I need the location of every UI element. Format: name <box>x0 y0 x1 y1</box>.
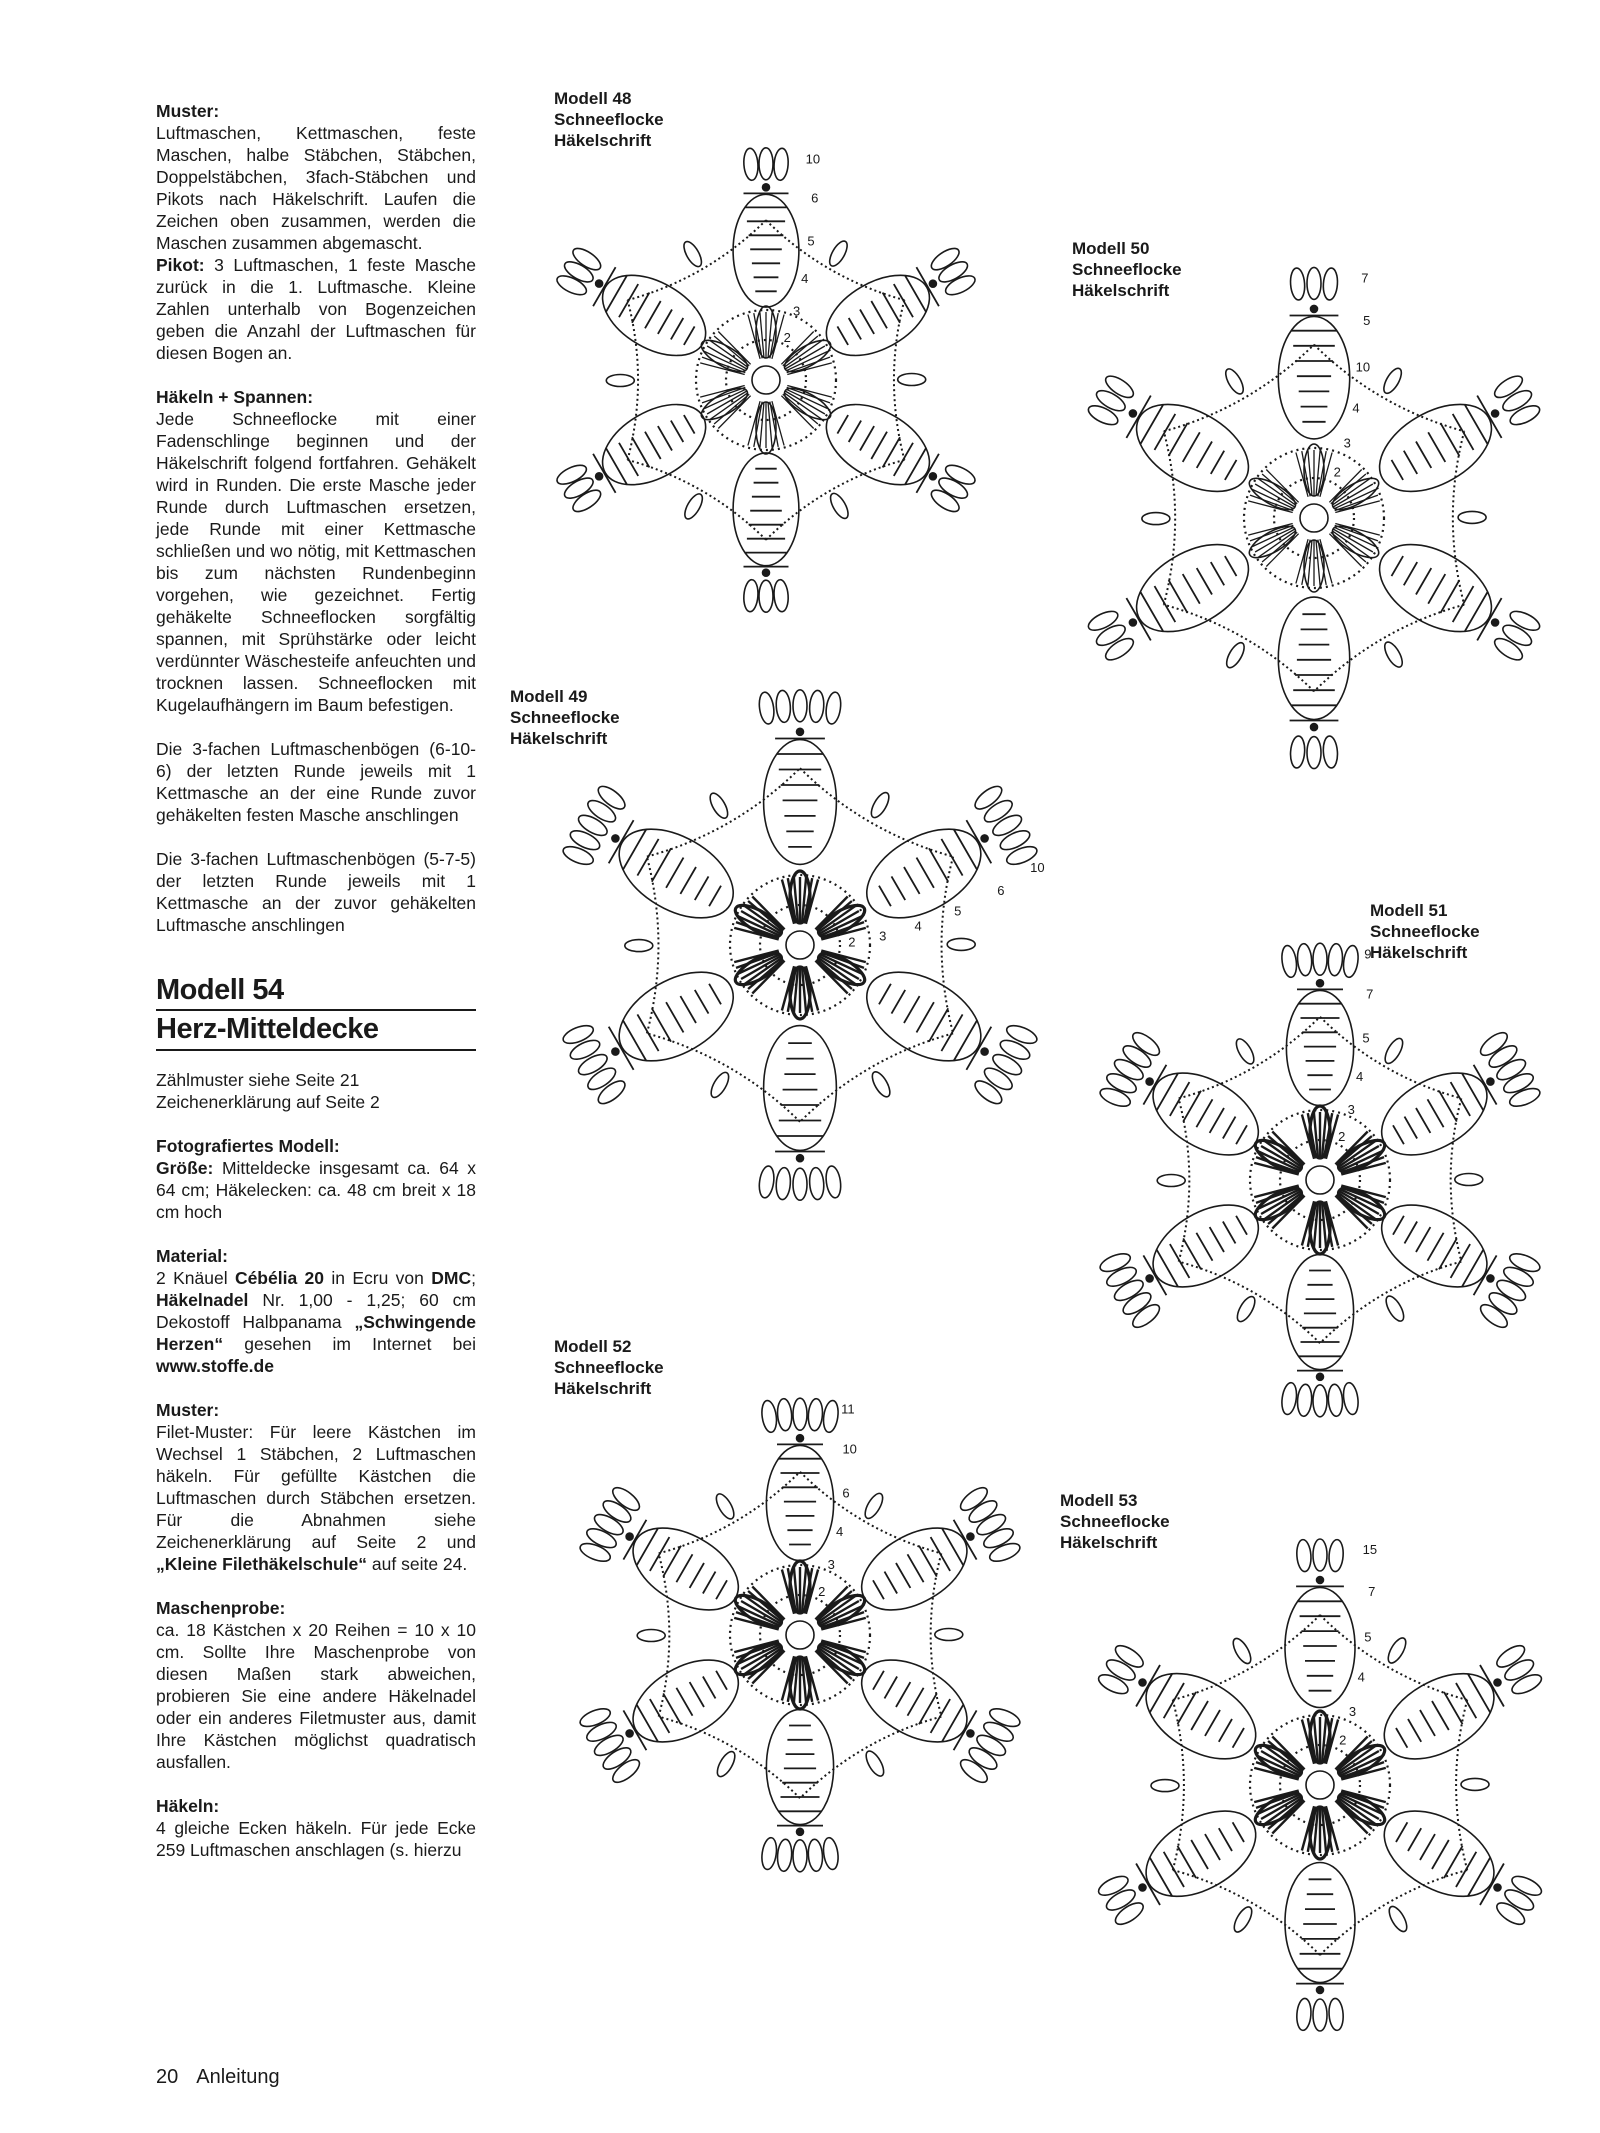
pikot-text: 3 Luftmaschen, 1 feste Masche zurück in die 1. Luftmasche. Kleine Zahlen unterhalb von Bogenzeichen geben die Anzahl der Luftmaschen für diesen Bogen an. <box>156 255 476 363</box>
model54-title <box>156 972 476 1051</box>
stitch-count-label: 7 <box>1368 1583 1376 1599</box>
haekeln-heading: Häkeln + Spannen: <box>156 387 314 407</box>
stitch-count-label: 3 <box>1343 435 1351 451</box>
symbol-key-ref: Zeichenerklärung auf Seite 2 <box>156 1092 380 1112</box>
crochet-text: 4 gleiche Ecken häkeln. Für jede Ecke 259 Luftmaschen anschlagen (s. hierzu <box>156 1818 476 1860</box>
stitch-count-label: 4 <box>835 1523 844 1539</box>
page-footer <box>156 2066 298 2089</box>
gauge-text: ca. 18 Kästchen x 20 Reihen = 10 x 10 cm. Sollte Ihre Maschenprobe von diesen Maßen stark abweichen, probieren Sie eine andere Häkelnadel oder ein anderes Filetmuster aus, damit Ihre Kästchen möglichst quadratisch ausfallen. <box>156 1620 476 1772</box>
size-heading: Größe: <box>156 1158 214 1178</box>
stitch-count-label: 5 <box>1362 1030 1370 1046</box>
stitch-count-label: 10 <box>842 1441 857 1457</box>
note-paragraph-2: Die 3-fachen Luftmaschenbögen (5-7-5) der letzten Runde jeweils mit 1 Kettmasche an der zuvor gehäkelten Luftmasche anschlingen <box>156 849 476 935</box>
page-number: 20 <box>156 2066 179 2088</box>
diagram-label-line: Modell 52 <box>554 1337 632 1356</box>
diagram-label-line: Schneeflocke <box>554 1358 664 1377</box>
stitch-count-label: 2 <box>818 1584 826 1600</box>
haekeln-text: Jede Schneeflocke mit einer Fadenschlinge beginnen und der Häkelschrift folgend fortfahren. Gehäkelt wird in Runden. Die erste Masche jeder Runde durch Luftmaschen ersetzen, jede Runde mit einer Kettmasche schließen und wo nötig, mit Kettmaschen bis zum nächsten Rundenbeginn vorgehen, wie gezeichnet. Fertig gehäkelte Schneeflocken sorgfältig spannen, mit Sprühstärke oder leicht verdünnter Wäschesteife anfeuchten und trocknen lassen. Schneeflocken mit Kugelaufhängern im Baum befestigen. <box>156 409 476 715</box>
stitch-count-label: 4 <box>1355 1068 1364 1084</box>
stitch-count-label: 3 <box>827 1556 835 1572</box>
stitch-count-label: 3 <box>792 303 801 319</box>
stitch-count-label: 10 <box>1030 859 1045 875</box>
model54-title-line1: Modell 54 <box>156 972 476 1011</box>
material-text-e: ; <box>471 1268 476 1288</box>
material-fabric: „Schwingende Herzen“ <box>156 1312 476 1354</box>
photographed-model-heading: Fotografiertes Modell: <box>156 1136 340 1156</box>
stitch-count-label: 2 <box>1338 1129 1346 1145</box>
diagram-label-line: Häkelschrift <box>554 1379 652 1398</box>
material-hook: Häkelnadel <box>156 1290 249 1310</box>
material-yarn: Cébélia 20 <box>234 1268 325 1288</box>
stitch-count-label: 6 <box>842 1485 850 1501</box>
diagram-label-line: Häkelschrift <box>1060 1533 1158 1552</box>
reference-paragraph <box>156 1069 476 1113</box>
stitch-count-label: 3 <box>1347 1101 1355 1117</box>
muster-paragraph <box>156 100 476 364</box>
stitch-count-label: 5 <box>954 903 962 919</box>
pattern-filet-school: „Kleine Filethäkelschule“ <box>156 1554 368 1574</box>
diagram-label-line: Modell 51 <box>1370 901 1448 920</box>
diagram-label-line: Schneeflocke <box>510 708 620 727</box>
stitch-count-label: 2 <box>848 934 856 950</box>
snowflake-50-diagram <box>1044 208 1584 828</box>
material-heading: Material: <box>156 1246 228 1266</box>
diagram-label-line: Modell 50 <box>1072 239 1150 258</box>
stitch-count-label: 7 <box>1361 270 1369 286</box>
stitch-count-label: 4 <box>801 271 809 287</box>
diagram-label-line: Modell 48 <box>554 89 632 108</box>
stitch-count-label: 2 <box>783 330 791 346</box>
section-name: Anleitung <box>196 2066 280 2088</box>
diagram-label-line: Schneeflocke <box>1370 922 1480 941</box>
note-paragraph-1: Die 3-fachen Luftmaschenbögen (6-10-6) der letzten Runde jeweils mit 1 Kettmasche an der eine Runde zuvor gehäkelten festen Masche anschlingen <box>156 739 476 825</box>
stitch-count-label: 6 <box>997 883 1005 899</box>
diagram-label-line: Modell 49 <box>510 687 588 706</box>
crochet-heading: Häkeln: <box>156 1796 220 1816</box>
diagram-label-line: Häkelschrift <box>554 131 652 150</box>
stitch-count-label: 11 <box>841 1401 855 1417</box>
snowflake-48-diagram <box>526 90 1006 670</box>
diagram-label-line: Modell 53 <box>1060 1491 1138 1510</box>
pattern-text-c: auf seite 24. <box>367 1554 468 1574</box>
stitch-count-label: 2 <box>1333 464 1341 480</box>
stitch-count-label: 6 <box>811 190 819 206</box>
muster-heading: Muster: <box>156 101 220 121</box>
count-pattern-ref: Zählmuster siehe Seite 21 <box>156 1070 360 1090</box>
gauge-heading: Maschenprobe: <box>156 1598 286 1618</box>
stitch-count-label: 5 <box>1363 313 1371 328</box>
stitch-count-label: 7 <box>1366 986 1374 1002</box>
haekeln-paragraph <box>156 386 476 716</box>
pattern-heading: Muster: <box>156 1400 220 1420</box>
material-brand: DMC <box>431 1268 472 1288</box>
photographed-model-paragraph <box>156 1135 476 1223</box>
diagram-label-line: Schneeflocke <box>1060 1512 1170 1531</box>
diagram-label-line: Schneeflocke <box>1072 260 1182 279</box>
stitch-count-label: 4 <box>914 918 922 934</box>
material-paragraph <box>156 1245 476 1377</box>
stitch-count-label: 15 <box>1362 1542 1378 1558</box>
model54-title-line2: Herz-Mitteldecke <box>156 1011 476 1051</box>
stitch-count-label: 3 <box>879 928 887 944</box>
diagram-label-line: Häkelschrift <box>1370 943 1468 962</box>
material-website: www.stoffe.de <box>156 1356 274 1376</box>
stitch-count-label: 4 <box>1357 1669 1365 1685</box>
diagram-label-line: Häkelschrift <box>510 729 608 748</box>
pattern-paragraph <box>156 1399 476 1575</box>
stitch-count-label: 9 <box>1364 946 1372 962</box>
snowflake-51-diagram <box>1050 920 1590 1440</box>
diagram-label-line: Häkelschrift <box>1072 281 1170 300</box>
stitch-count-label: 10 <box>1355 359 1371 375</box>
size-text: Mitteldecke insgesamt ca. 64 x 64 cm; Häkelecken: ca. 48 cm breit x 18 cm hoch <box>156 1158 476 1222</box>
snowflake-49-diagram <box>500 670 1100 1220</box>
diagram-label-line: Schneeflocke <box>554 110 664 129</box>
material-text-a: 2 Knäuel <box>156 1268 235 1288</box>
stitch-count-label: 3 <box>1348 1703 1357 1719</box>
stitch-count-label: 5 <box>1364 1629 1372 1645</box>
stitch-count-label: 10 <box>805 151 821 167</box>
stitch-count-label: 4 <box>1352 400 1360 416</box>
pattern-text-a: Filet-Muster: Für leere Kästchen im Wechsel 1 Stäbchen, 2 Luftmaschen häkeln. Für gefüllte Kästchen die Luftmaschen durch Stäbchen ersetzen. Für die Abnahmen siehe Zeichenerklärung auf Seite 2 und <box>156 1422 476 1552</box>
stitch-count-label: 5 <box>807 233 815 249</box>
text-column <box>156 100 476 1883</box>
muster-text: Luftmaschen, Kettmaschen, feste Maschen, halbe Stäbchen, Stäbchen, Doppelstäbchen, 3fach-Stäbchen und Pikots nach Häkelschrift. Laufen die Zeichen oben zusammen, werden die Maschen zusammen abgemascht. <box>156 123 476 253</box>
pikot-heading: Pikot: <box>156 255 205 275</box>
material-text-c: in Ecru von <box>324 1268 432 1288</box>
gauge-paragraph <box>156 1597 476 1773</box>
material-text-i: gesehen im Internet bei <box>223 1334 476 1354</box>
snowflake-52-diagram <box>545 1335 1055 1935</box>
material-text-g: Nr. 1,00 - 1,25; 60 cm Dekostoff Halbpanama <box>156 1290 476 1332</box>
snowflake-53-diagram <box>1050 1480 1590 2090</box>
crochet-paragraph <box>156 1795 476 1861</box>
stitch-count-label: 2 <box>1339 1732 1347 1748</box>
